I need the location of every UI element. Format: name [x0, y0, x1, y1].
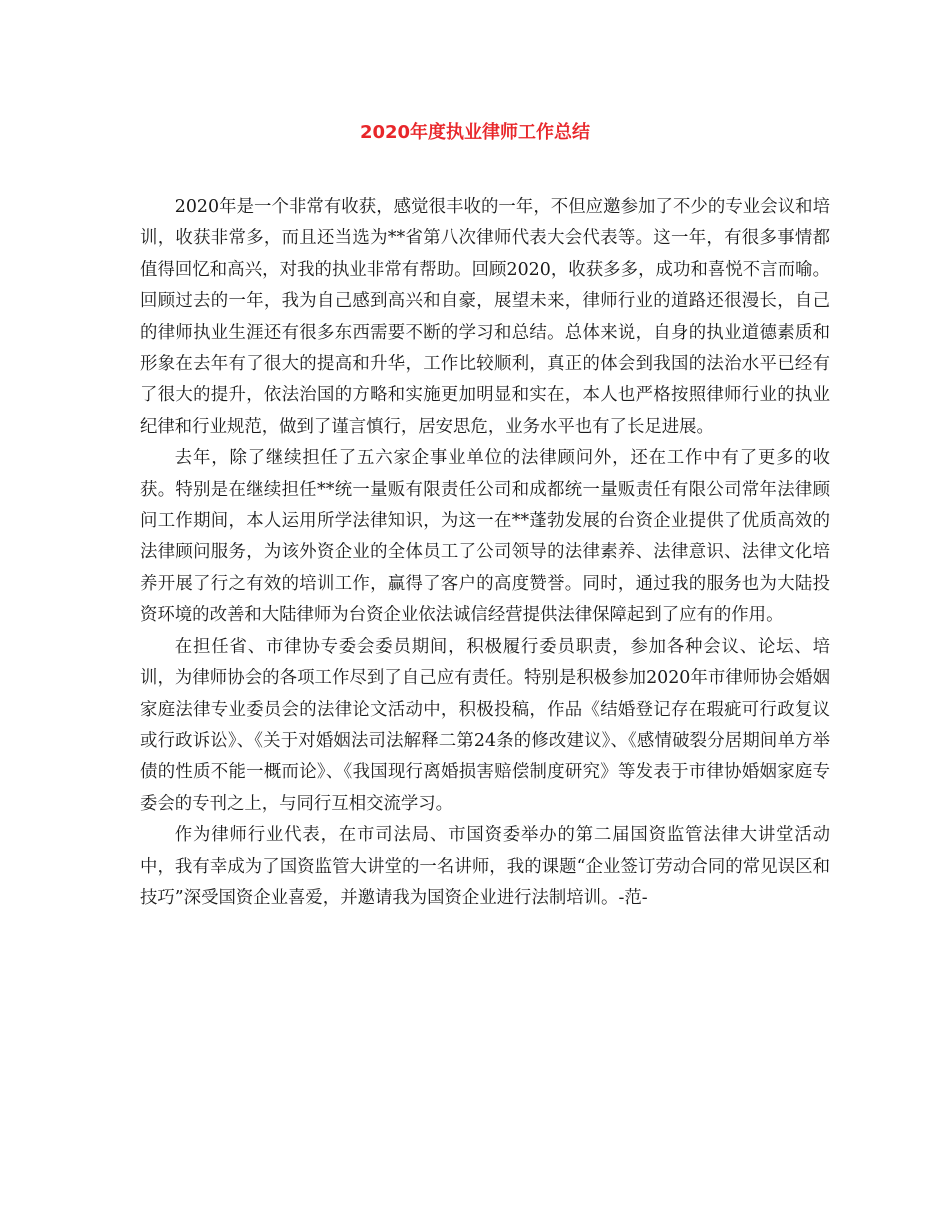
paragraph-3: 在担任省、市律协专委会委员期间，积极履行委员职责，参加各种会议、论坛、培训，为律师协会的各项工作尽到了自己应有责任。特别是积极参加2020年市律师协会婚姻家庭法律专业委员会的法律论文活动中，积极投稿，作品《结婚登记存在瑕疵可行政复议或行政诉讼》、《关于对婚姻法司法解释二第24条的修改建议》、《感情破裂分居期间单方举债的性质不能一概而论》、《我国现行离婚损害赔偿制度研究》等发表于市律协婚姻家庭专委会的专刊之上，与同行互相交流学习。 — [140, 636, 830, 814]
paragraph-2: 去年，除了继续担任了五六家企事业单位的法律顾问外，还在工作中有了更多的收获。特别是在继续担任**统一量贩有限责任公司和成都统一量贩责任有限公司常年法律顾问工作期间，本人运用所学法律知识，为这一在**蓬勃发展的台资企业提供了优质高效的法律顾问服务，为该外资企业的全体员工了公司领导的法律素养、法律意识、法律文化培养开展了行之有效的培训工作，赢得了客户的高度赞誉。同时，通过我的服务也为大陆投资环境的改善和大陆律师为台资企业依法诚信经营提供法律保障起到了应有的作用。 — [140, 448, 830, 626]
document-body — [140, 192, 830, 914]
paragraph-1: 2020年是一个非常有收获，感觉很丰收的一年，不但应邀参加了不少的专业会议和培训，收获非常多，而且还当选为**省第八次律师代表大会代表等。这一年，有很多事情都值得回忆和高兴，对我的执业非常有帮助。回顾2020，收获多多，成功和喜悦不言而喻。回顾过去的一年，我为自己感到高兴和自豪，展望未来，律师行业的道路还很漫长，自己的律师执业生涯还有很多东西需要不断的学习和总结。总体来说，自身的执业道德素质和形象在去年有了很大的提高和升华，工作比较顺利，真正的体会到我国的法治水平已经有了很大的提升，依法治国的方略和实施更加明显和实在，本人也严格按照律师行业的执业纪律和行业规范，做到了谨言慎行，居安思危，业务水平也有了长足进展。 — [140, 197, 830, 437]
document-title: 2020年度执业律师工作总结 — [359, 122, 591, 143]
paragraph-4: 作为律师行业代表，在市司法局、市国资委举办的第二届国资监管法律大讲堂活动中，我有幸成为了国资监管大讲堂的一名讲师，我的课题“企业签订劳动合同的常见误区和技巧”深受国资企业喜爱，并邀请我为国资企业进行法制培训。-范- — [140, 825, 830, 908]
